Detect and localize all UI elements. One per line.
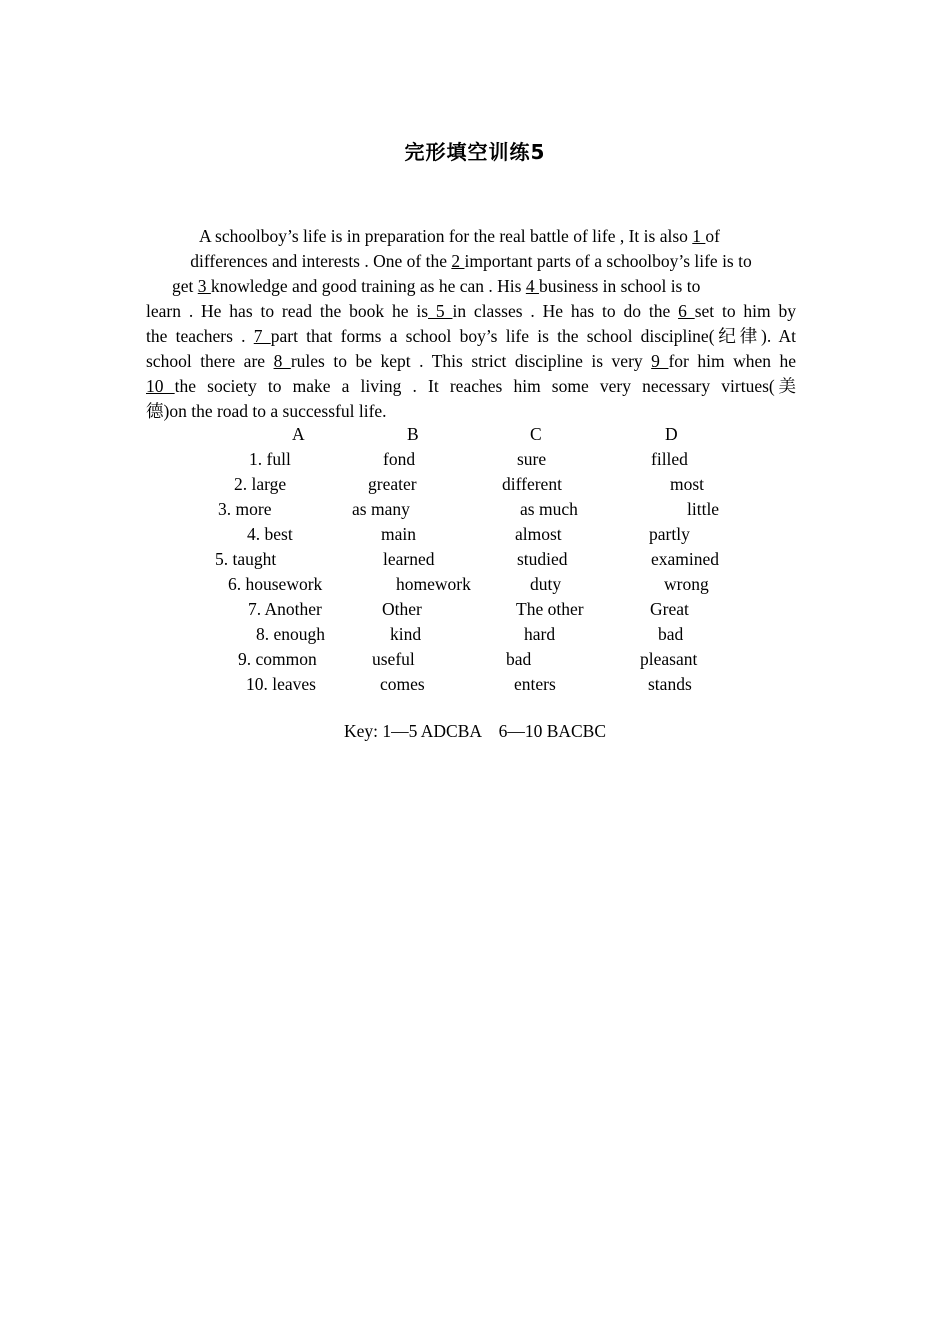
option-d: Great <box>650 599 689 619</box>
passage-line <box>146 399 796 424</box>
option-b: fond <box>383 449 416 469</box>
option-c: duty <box>530 574 562 594</box>
option-row <box>0 672 950 697</box>
passage-line <box>146 324 796 349</box>
answer-key: Key: 1—5 ADCBA 6—10 BACBC <box>343 721 607 741</box>
passage-text: for him when he <box>668 351 797 371</box>
option-d: most <box>670 474 705 494</box>
passage-text: A schoolboy’s life is in preparation for the real battle of life , It is also <box>199 226 688 246</box>
passage-text: rules to be kept . This strict discipline is very <box>290 351 643 371</box>
passage-line <box>146 299 796 324</box>
blank-9: 9 <box>651 351 669 371</box>
option-c: bad <box>506 649 532 669</box>
option-d: filled <box>651 449 688 469</box>
option-b: as many <box>352 499 410 519</box>
option-row <box>0 572 950 597</box>
option-a: 10. leaves <box>246 674 316 694</box>
passage-text: set to him by <box>694 301 797 321</box>
column-header-c: C <box>530 424 542 444</box>
passage-text: business in school is to <box>538 276 701 296</box>
option-b: useful <box>372 649 415 669</box>
option-b: kind <box>390 624 422 644</box>
blank-1: 1 <box>692 226 706 246</box>
option-d: examined <box>651 549 720 569</box>
option-c: The other <box>516 599 584 619</box>
page-title: 完形填空训练5 <box>404 140 546 164</box>
option-a: 2. large <box>234 474 287 494</box>
blank-7: 7 <box>253 326 271 346</box>
blank-5: 5 <box>428 301 453 321</box>
option-row <box>0 472 950 497</box>
option-row <box>0 547 950 572</box>
options-header-row <box>0 422 950 447</box>
option-d: wrong <box>664 574 709 594</box>
blank-8: 8 <box>273 351 291 371</box>
option-a: 7. Another <box>248 599 322 619</box>
option-a: 6. housework <box>228 574 323 594</box>
option-row <box>0 622 950 647</box>
passage-line <box>146 349 796 374</box>
passage-text: part that forms a school boy’s life is the school discipline(纪律). At <box>270 326 797 346</box>
option-d: little <box>687 499 720 519</box>
passage-text: of <box>705 226 720 246</box>
option-a: 3. more <box>218 499 272 519</box>
passage-text: school there are <box>146 351 266 371</box>
column-header-a: A <box>292 424 305 444</box>
option-row <box>0 647 950 672</box>
passage-text: important parts of a schoolboy’s life is to <box>464 251 752 271</box>
option-b: greater <box>368 474 417 494</box>
option-c: sure <box>517 449 547 469</box>
blank-2: 2 <box>451 251 465 271</box>
option-c: enters <box>514 674 556 694</box>
blank-4: 4 <box>525 276 539 296</box>
option-b: comes <box>380 674 425 694</box>
option-c: different <box>502 474 562 494</box>
option-d: partly <box>649 524 690 544</box>
option-c: studied <box>517 549 568 569</box>
option-row <box>0 497 950 522</box>
passage-text: the society to make a living . It reaches him some very necessary virtues(美 <box>174 376 796 396</box>
column-header-b: B <box>407 424 419 444</box>
passage-line <box>146 249 796 274</box>
option-row <box>0 522 950 547</box>
option-row <box>0 597 950 622</box>
passage <box>146 224 796 424</box>
passage-text: learn . He has to read the book he is <box>146 301 429 321</box>
option-a: 8. enough <box>256 624 326 644</box>
passage-line <box>146 374 796 399</box>
option-d: bad <box>658 624 684 644</box>
passage-text: differences and interests . One of the <box>190 251 447 271</box>
option-c: almost <box>515 524 562 544</box>
blank-10: 10 <box>146 376 175 396</box>
option-b: homework <box>396 574 471 594</box>
option-d: stands <box>648 674 692 694</box>
passage-text: the teachers . <box>146 326 246 346</box>
option-a: 9. common <box>238 649 317 669</box>
option-a: 4. best <box>247 524 293 544</box>
passage-text: knowledge and good training as he can . His <box>210 276 522 296</box>
passage-text: in classes . He has to do the <box>452 301 671 321</box>
passage-line <box>146 274 796 299</box>
column-header-d: D <box>665 424 678 444</box>
passage-text: get <box>172 276 194 296</box>
option-a: 5. taught <box>215 549 277 569</box>
passage-line <box>146 224 796 249</box>
passage-text: 德)on the road to a successful life. <box>146 401 387 421</box>
option-b: main <box>381 524 416 544</box>
blank-3: 3 <box>197 276 211 296</box>
option-b: Other <box>382 599 422 619</box>
option-b: learned <box>383 549 435 569</box>
option-d: pleasant <box>640 649 698 669</box>
option-c: hard <box>524 624 556 644</box>
option-row <box>0 447 950 472</box>
blank-6: 6 <box>678 301 695 321</box>
option-c: as much <box>520 499 578 519</box>
option-a: 1. full <box>249 449 291 469</box>
